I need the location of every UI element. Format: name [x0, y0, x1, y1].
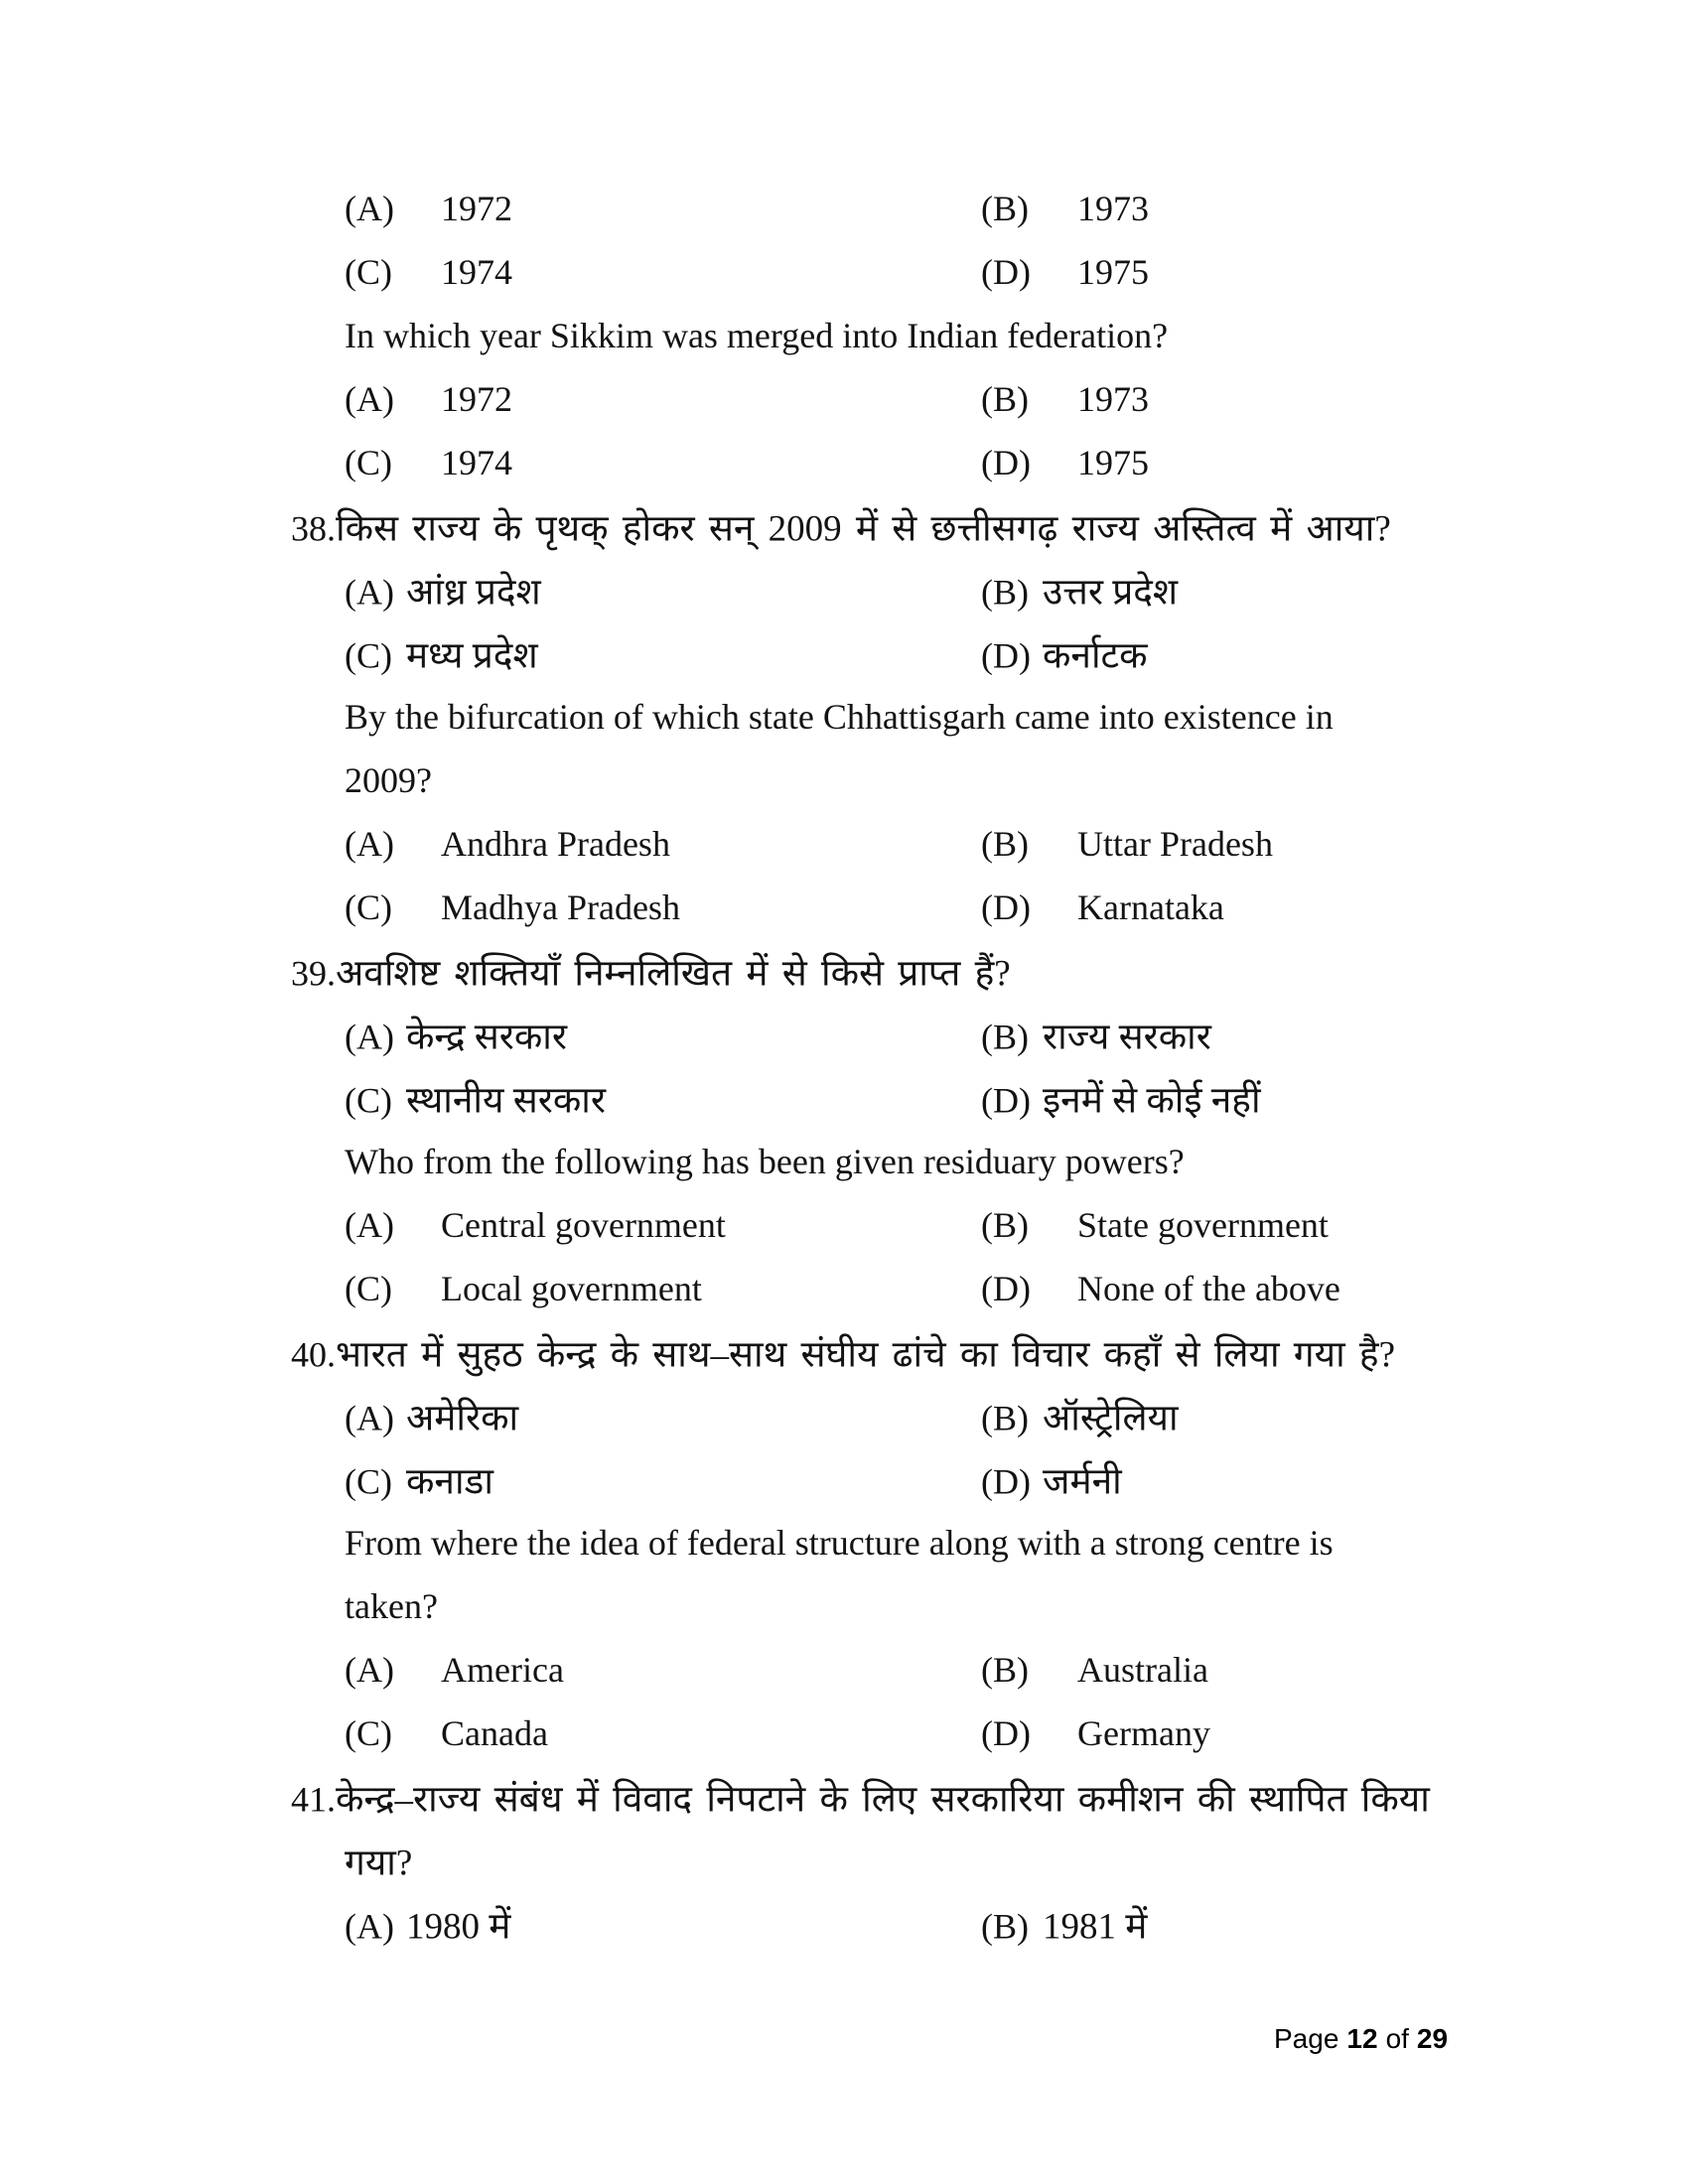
q38-english-question-line-2 [0, 749, 1688, 812]
option-d-label: (D) [981, 1080, 1031, 1121]
q37-options-row-1 [0, 177, 1688, 240]
q40-hindi-options-row-1 [0, 1384, 1688, 1447]
option-d [981, 1073, 1261, 1124]
option-c [345, 1073, 606, 1124]
option-a-label: (A) [345, 572, 394, 613]
option-b-label: (B) [981, 1906, 1029, 1947]
option-a-label: (A) [345, 1650, 394, 1690]
question-text-continued: taken? [345, 1586, 438, 1626]
q37-english-options-row-2 [0, 431, 1688, 494]
q39-english-question [0, 1130, 1688, 1193]
option-d-label: (D) [981, 1269, 1031, 1308]
option-c-text: 1974 [441, 443, 512, 482]
option-d-label: (D) [981, 1461, 1031, 1502]
option-a-text: केन्द्र सरकार [406, 1017, 568, 1058]
option-b-label: (B) [981, 1650, 1029, 1690]
q37-english-options-row-1 [0, 367, 1688, 431]
option-b-text: State government [1077, 1205, 1329, 1245]
option-d-label: (D) [981, 252, 1031, 292]
option-a-text: 1972 [441, 189, 512, 228]
question-line [291, 1327, 1395, 1378]
option-d-label: (D) [981, 635, 1031, 676]
option-b-text: 1981 में [1043, 1906, 1148, 1948]
option-d-text: इनमें से कोई नहीं [1043, 1080, 1261, 1122]
option-a-text: America [441, 1650, 564, 1690]
option-a-label: (A) [345, 379, 394, 419]
q39-hindi-question [0, 939, 1688, 1003]
question-text: By the bifurcation of which state Chhattisgarh came into existence in [345, 697, 1334, 737]
option-a-label: (A) [345, 1906, 394, 1947]
q40-english-options-row-1 [0, 1638, 1688, 1702]
option-c-label: (C) [345, 635, 392, 676]
q38-hindi-options-row-2 [0, 621, 1688, 685]
option-b-text: ऑस्ट्रेलिया [1043, 1398, 1179, 1439]
question-text: भारत में सुहठ केन्द्र के साथ–साथ संघीय ढांचे का विचार कहाँ से लिया गया है? [336, 1334, 1395, 1376]
q39-hindi-options-row-1 [0, 1003, 1688, 1066]
question-text: अवशिष्ट शक्तियाँ निम्नलिखित में से किसे प्राप्त हैं? [336, 953, 1011, 995]
q40-english-question-line-2 [0, 1574, 1688, 1638]
option-a [345, 378, 512, 420]
option-a-text: Andhra Pradesh [441, 824, 670, 864]
option-d-text: Karnataka [1077, 887, 1224, 927]
option-d-text: None of the above [1077, 1269, 1340, 1308]
option-c [345, 442, 512, 483]
option-c-label: (C) [345, 443, 392, 482]
q40-hindi-options-row-2 [0, 1447, 1688, 1511]
option-b [981, 1899, 1147, 1950]
question-line [291, 1772, 1430, 1823]
option-a-text: अमेरिका [406, 1398, 519, 1439]
option-a-text: 1972 [441, 379, 512, 419]
question-number: 39. [291, 953, 336, 994]
option-d [981, 1268, 1340, 1309]
option-d-text: Germany [1077, 1713, 1210, 1753]
footer-page-word: Page [1274, 2023, 1339, 2054]
q38-hindi-question [0, 494, 1688, 558]
option-b-text: Australia [1077, 1650, 1208, 1690]
q41-hindi-question-line-2 [0, 1829, 1688, 1892]
option-a-text: आंध्र प्रदेश [406, 572, 541, 614]
option-b [981, 1649, 1208, 1691]
option-a [345, 1204, 726, 1246]
option-c-label: (C) [345, 1080, 392, 1121]
q39-english-options-row-2 [0, 1257, 1688, 1320]
option-c-text: स्थानीय सरकार [406, 1080, 606, 1122]
question-paper-content [0, 177, 1688, 1956]
option-a-label: (A) [345, 1205, 394, 1245]
option-c-text: Madhya Pradesh [441, 887, 680, 927]
option-a-label: (A) [345, 1398, 394, 1438]
q37-english-question [0, 304, 1688, 367]
option-b [981, 1391, 1179, 1441]
option-d [981, 1454, 1122, 1505]
q40-english-question-line-1 [0, 1511, 1688, 1574]
question-number: 40. [291, 1334, 336, 1375]
option-d-label: (D) [981, 1713, 1031, 1753]
q38-english-options-row-2 [0, 876, 1688, 939]
option-a-text: Central government [441, 1205, 726, 1245]
option-d-label: (D) [981, 887, 1031, 927]
option-c-text: कनाडा [406, 1461, 493, 1503]
question-text-continued: 2009? [345, 760, 432, 800]
option-b [981, 1010, 1211, 1060]
question-text-continued: गया? [345, 1843, 413, 1884]
option-d-text: 1975 [1077, 252, 1149, 292]
option-c [345, 628, 538, 679]
footer-page-number: 12 [1346, 2023, 1378, 2054]
q41-hindi-question-line-1 [0, 1765, 1688, 1829]
option-b-label: (B) [981, 379, 1029, 419]
option-b [981, 378, 1149, 420]
question-text: Who from the following has been given residuary powers? [345, 1142, 1185, 1181]
option-b-label: (B) [981, 1017, 1029, 1057]
option-d [981, 251, 1149, 293]
option-c [345, 1712, 548, 1754]
option-d-text: कर्नाटक [1043, 635, 1148, 677]
option-c-label: (C) [345, 1461, 392, 1502]
page-footer [1274, 2023, 1448, 2055]
option-a-label: (A) [345, 189, 394, 228]
option-d-text: जर्मनी [1043, 1461, 1122, 1503]
question-line [291, 946, 1011, 997]
option-c [345, 1454, 493, 1505]
option-b-text: Uttar Pradesh [1077, 824, 1273, 864]
option-d [981, 628, 1148, 679]
option-c-text: Local government [441, 1269, 702, 1308]
option-b-label: (B) [981, 189, 1029, 228]
option-b [981, 823, 1273, 865]
option-b-text: उत्तर प्रदेश [1043, 572, 1179, 614]
question-line [291, 501, 1391, 552]
option-b-text: 1973 [1077, 189, 1149, 228]
option-d [981, 887, 1224, 928]
option-a [345, 823, 670, 865]
question-text: In which year Sikkim was merged into Indian federation? [345, 316, 1169, 355]
option-b-label: (B) [981, 1205, 1029, 1245]
option-b [981, 188, 1149, 229]
q38-hindi-options-row-1 [0, 558, 1688, 621]
q38-english-question-line-1 [0, 685, 1688, 749]
option-c-text: मध्य प्रदेश [406, 635, 538, 677]
option-b [981, 565, 1178, 615]
option-c [345, 887, 680, 928]
option-c-text: 1974 [441, 252, 512, 292]
option-c [345, 251, 512, 293]
option-b [981, 1204, 1329, 1246]
option-a-label: (A) [345, 1017, 394, 1057]
option-a-label: (A) [345, 824, 394, 864]
question-text: केन्द्र–राज्य संबंध में विवाद निपटाने के लिए सरकारिया कमीशन की स्थापित किया [336, 1779, 1430, 1821]
question-number: 41. [291, 1779, 336, 1820]
option-c-text: Canada [441, 1713, 548, 1753]
q41-options-row-1 [0, 1892, 1688, 1956]
option-a [345, 1010, 567, 1060]
q38-english-options-row-1 [0, 812, 1688, 876]
q40-hindi-question [0, 1320, 1688, 1384]
question-text: From where the idea of federal structure along with a strong centre is [345, 1523, 1334, 1563]
q40-english-options-row-2 [0, 1702, 1688, 1765]
footer-total-pages: 29 [1416, 2023, 1449, 2054]
option-d [981, 442, 1149, 483]
option-a [345, 1899, 510, 1950]
option-c [345, 1268, 702, 1309]
footer-of-word: of [1385, 2023, 1409, 2054]
option-b-label: (B) [981, 1398, 1029, 1438]
option-c-label: (C) [345, 1713, 392, 1753]
q39-english-options-row-1 [0, 1193, 1688, 1257]
option-c-label: (C) [345, 1269, 392, 1308]
option-a [345, 565, 541, 615]
option-a-text: 1980 में [406, 1906, 511, 1948]
question-text: किस राज्य के पृथक् होकर सन् 2009 में से छत्तीसगढ़ राज्य अस्तित्व में आया? [336, 508, 1391, 550]
option-d [981, 1712, 1210, 1754]
option-a [345, 1649, 564, 1691]
option-a [345, 188, 512, 229]
q39-hindi-options-row-2 [0, 1066, 1688, 1130]
question-number: 38. [291, 508, 336, 549]
option-a [345, 1391, 518, 1441]
option-b-text: राज्य सरकार [1043, 1017, 1211, 1058]
q37-options-row-2 [0, 240, 1688, 304]
option-b-label: (B) [981, 824, 1029, 864]
option-c-label: (C) [345, 887, 392, 927]
option-d-text: 1975 [1077, 443, 1149, 482]
option-b-label: (B) [981, 572, 1029, 613]
option-b-text: 1973 [1077, 379, 1149, 419]
option-c-label: (C) [345, 252, 392, 292]
option-d-label: (D) [981, 443, 1031, 482]
